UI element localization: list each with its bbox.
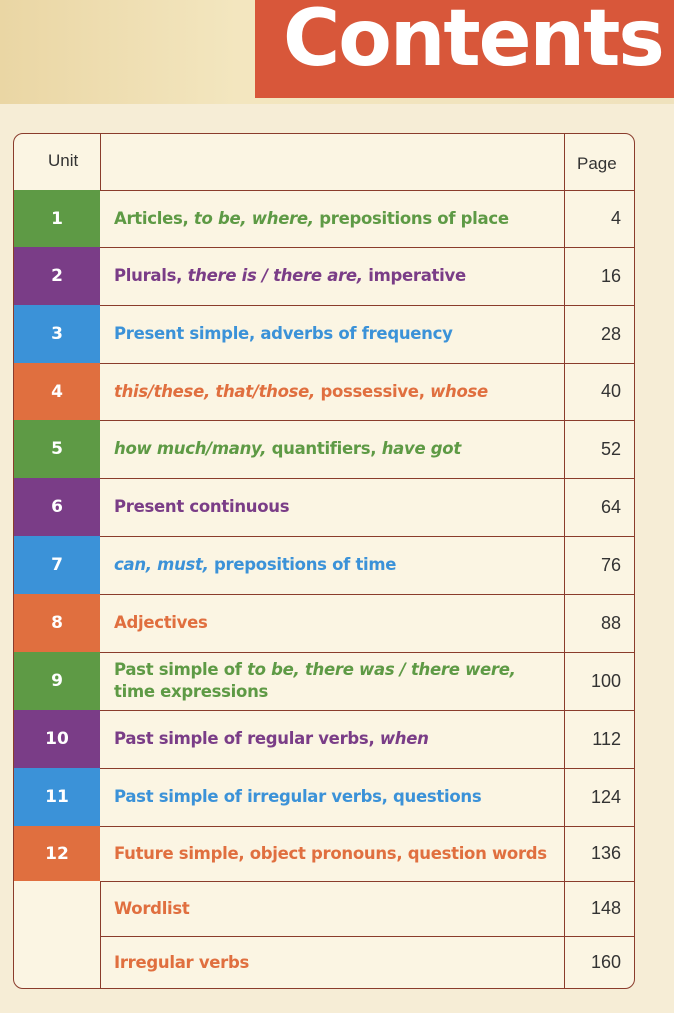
- unit-number: 1: [14, 190, 100, 247]
- topic-line: [114, 728, 564, 750]
- topic-segment: Past simple of regular verbs,: [114, 729, 380, 748]
- unit-topic: [114, 881, 564, 936]
- topic-segment: Irregular verbs: [114, 952, 250, 972]
- topic-segment: to be, where,: [193, 208, 320, 228]
- topic-segment: whose: [430, 381, 488, 401]
- unit-topic: [114, 478, 564, 536]
- page-number: 88: [600, 612, 621, 633]
- unit-number: 8: [14, 594, 100, 652]
- column-divider: [564, 594, 565, 652]
- topic-line: [114, 496, 564, 518]
- page-number: 40: [600, 381, 621, 401]
- unit-number: 2: [14, 247, 100, 305]
- topic-segment: quantifiers,: [271, 439, 382, 458]
- column-divider: [564, 710, 565, 768]
- unit-topic: [114, 363, 564, 420]
- unit-topic: [114, 536, 564, 594]
- topic-segment: this/these, that/those,: [114, 381, 321, 401]
- unit-number: 4: [14, 363, 100, 420]
- topic-segment: possessive,: [320, 381, 431, 401]
- page-number: 16: [600, 265, 621, 286]
- column-divider: [564, 190, 565, 247]
- topic-segment: Wordlist: [114, 898, 190, 918]
- unit-topic: [114, 826, 564, 881]
- page-number: 52: [600, 438, 621, 459]
- page-number: 148: [590, 898, 621, 918]
- topic-segment: when: [379, 729, 429, 748]
- topic-segment: prepositions of time: [214, 555, 397, 574]
- topic-segment: Past simple of: [114, 660, 248, 679]
- topic-line: [114, 786, 564, 808]
- topic-line: [114, 265, 564, 287]
- column-divider: [564, 768, 565, 826]
- topic-segment: Present continuous: [114, 497, 290, 516]
- unit-number: 5: [14, 420, 100, 478]
- page-number: 124: [590, 786, 621, 807]
- column-divider: [564, 536, 565, 594]
- topic-segment: how much/many,: [114, 439, 272, 458]
- topic-segment: Future simple, object pronouns, question words: [114, 843, 547, 863]
- column-divider: [564, 826, 565, 881]
- column-divider: [564, 363, 565, 420]
- unit-topic: [114, 936, 564, 989]
- page-number: 136: [590, 843, 621, 863]
- page-number: 4: [610, 208, 621, 228]
- column-divider: [564, 305, 565, 363]
- page-number: 112: [592, 728, 621, 749]
- column-divider: [100, 936, 101, 989]
- page-number: 100: [590, 670, 621, 691]
- topic-line: [114, 681, 564, 703]
- topic-segment: imperative: [368, 266, 466, 285]
- page-number: 28: [600, 323, 621, 344]
- column-divider: [564, 881, 565, 936]
- topic-segment: can, must,: [114, 555, 215, 574]
- topic-line: [114, 843, 564, 865]
- topic-line: [114, 323, 564, 345]
- topic-line: [114, 381, 564, 403]
- unit-topic: [114, 190, 564, 247]
- topic-line: [114, 208, 564, 230]
- column-divider: [564, 247, 565, 305]
- unit-number: 3: [14, 305, 100, 363]
- unit-topic: [114, 710, 564, 768]
- page-column-header: Page: [577, 154, 617, 173]
- header-divider: [100, 134, 101, 190]
- unit-topic: [114, 305, 564, 363]
- topic-segment: Plurals,: [114, 266, 188, 285]
- topic-segment: there is / there are,: [187, 266, 369, 285]
- column-divider: [100, 881, 101, 936]
- unit-topic: [114, 420, 564, 478]
- topic-line: [114, 952, 564, 974]
- unit-number: 9: [14, 652, 100, 710]
- topic-line: [114, 612, 564, 634]
- unit-number: 6: [14, 478, 100, 536]
- topic-segment: Adjectives: [114, 613, 208, 632]
- unit-number: 12: [14, 826, 100, 881]
- unit-topic: [114, 652, 564, 710]
- page-title: Contents: [283, 0, 663, 84]
- topic-line: [114, 438, 564, 460]
- unit-topic: [114, 247, 564, 305]
- unit-number: 11: [14, 768, 100, 826]
- topic-segment: time expressions: [114, 682, 269, 701]
- topic-segment: prepositions of place: [319, 208, 509, 228]
- topic-segment: have got: [381, 439, 461, 458]
- page-number: 64: [600, 496, 621, 517]
- topic-segment: Articles,: [114, 208, 194, 228]
- unit-topic: [114, 768, 564, 826]
- header-divider: [564, 134, 565, 190]
- topic-segment: to be, there was / there were,: [247, 660, 516, 679]
- topic-segment: Past simple of irregular verbs, questions: [114, 787, 482, 806]
- contents-table: [13, 133, 635, 989]
- topic-line: [114, 898, 564, 920]
- column-divider: [564, 936, 565, 989]
- column-divider: [564, 652, 565, 710]
- topic-segment: Present simple, adverbs of frequency: [114, 324, 453, 343]
- column-divider: [564, 420, 565, 478]
- unit-column-header: Unit: [48, 151, 79, 170]
- page-number: 76: [600, 554, 621, 575]
- page-number: 160: [590, 952, 621, 972]
- unit-number: 10: [14, 710, 100, 768]
- topic-line: [114, 554, 564, 576]
- unit-number: 7: [14, 536, 100, 594]
- unit-topic: [114, 594, 564, 652]
- column-divider: [564, 478, 565, 536]
- topic-line: [114, 659, 564, 681]
